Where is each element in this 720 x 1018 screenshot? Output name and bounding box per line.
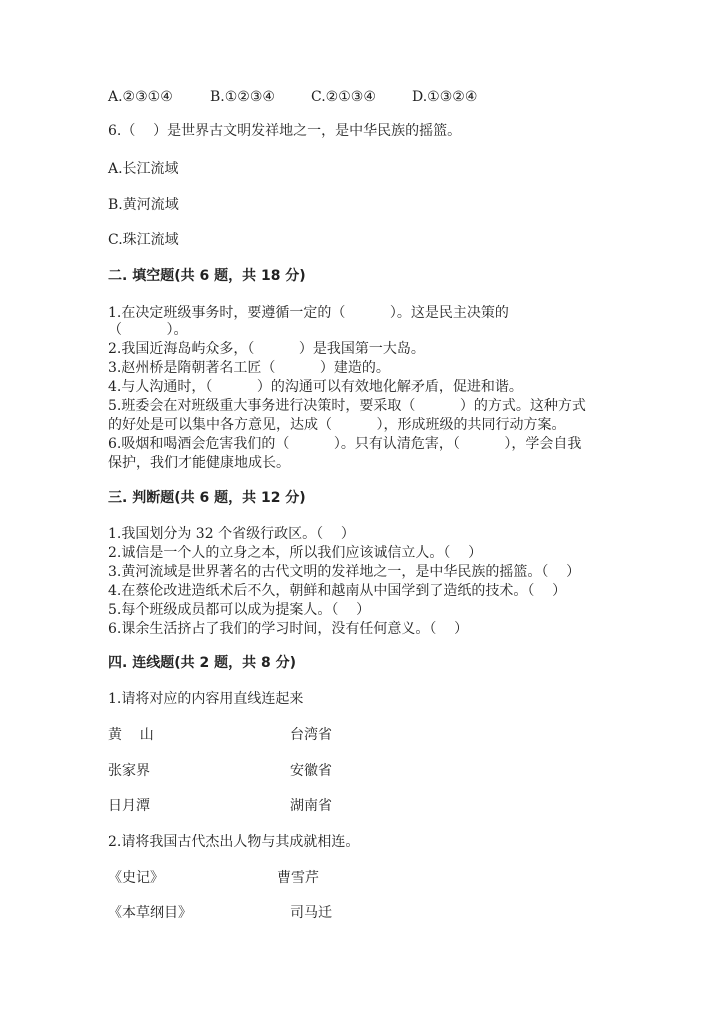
q5-option-a: A.②③①④ — [108, 89, 173, 105]
true-false-line: 4.在蔡伦改进造纸术后不久，朝鲜和越南从中国学到了造纸的技术。（ ） — [108, 583, 567, 599]
matching-left-item: 《本草纲目》 — [108, 905, 192, 921]
matching-left-item: 张家界 — [108, 763, 150, 779]
matching-left-item: 《史记》 — [108, 870, 164, 886]
section-title-true-false: 三. 判断题(共 6 题，共 12 分) — [108, 490, 306, 506]
matching-right-item: 安徽省 — [290, 763, 332, 779]
true-false-line: 6.课余生活挤占了我们的学习时间，没有任何意义。（ ） — [108, 621, 469, 637]
true-false-line: 3.黄河流域是世界著名的古代文明的发祥地之一，是中华民族的摇篮。（ ） — [108, 564, 581, 580]
matching-right-item: 司马迁 — [290, 905, 332, 921]
q5-option-b: B.①②③④ — [210, 89, 275, 105]
section-title-matching: 四. 连线题(共 2 题，共 8 分) — [108, 655, 296, 671]
matching-right-item: 台湾省 — [290, 727, 332, 743]
matching-right-item: 湖南省 — [290, 798, 332, 814]
fill-blank-line: 的好处是可以集中各方意见，达成（ ），形成班级的共同行动方案。 — [108, 417, 566, 433]
fill-blank-line: 5.班委会在对班级重大事务进行决策时，要采取（ ）的方式。这种方式 — [108, 398, 586, 414]
fill-blank-line: （ ）。 — [108, 322, 188, 338]
true-false-line: 1.我国划分为 32 个省级行政区。（ ） — [108, 526, 355, 542]
fill-blank-line: 1.在决定班级事务时，要遵循一定的（ ）。这是民主决策的 — [108, 305, 509, 321]
true-false-line: 2.诚信是一个人的立身之本，所以我们应该诚信立人。（ ） — [108, 545, 483, 561]
q5-option-d: D.①③②④ — [412, 89, 478, 105]
q6-option-c: C.珠江流域 — [108, 232, 179, 248]
q6-option-a: A.长江流域 — [108, 161, 179, 177]
matching-q2-stem: 2.请将我国古代杰出人物与其成就相连。 — [108, 834, 360, 850]
matching-q1-stem: 1.请将对应的内容用直线连起来 — [108, 691, 304, 707]
fill-blank-line: 保护，我们才能健康地成长。 — [108, 455, 290, 471]
matching-left-item: 黄 山 — [108, 727, 154, 743]
q6-option-b: B.黄河流域 — [108, 197, 179, 213]
q6-stem: 6.（ ）是世界古文明发祥地之一，是中华民族的摇篮。 — [108, 123, 462, 139]
fill-blank-line: 3.赵州桥是隋朝著名工匠（ ）建造的。 — [108, 360, 390, 376]
fill-blank-line: 2.我国近海岛屿众多，（ ）是我国第一大岛。 — [108, 341, 425, 357]
matching-left-item: 日月潭 — [108, 798, 150, 814]
matching-right-item: 曹雪芹 — [277, 870, 319, 886]
q5-option-c: C.②①③④ — [311, 89, 376, 105]
fill-blank-line: 4.与人沟通时，（ ）的沟通可以有效地化解矛盾，促进和谐。 — [108, 379, 523, 395]
true-false-line: 5.每个班级成员都可以成为提案人。（ ） — [108, 602, 371, 618]
fill-blank-line: 6.吸烟和喝酒会危害我们的（ ）。只有认清危害，（ ），学会自我 — [108, 436, 582, 452]
section-title-fill-blank: 二. 填空题(共 6 题，共 18 分) — [108, 268, 306, 284]
